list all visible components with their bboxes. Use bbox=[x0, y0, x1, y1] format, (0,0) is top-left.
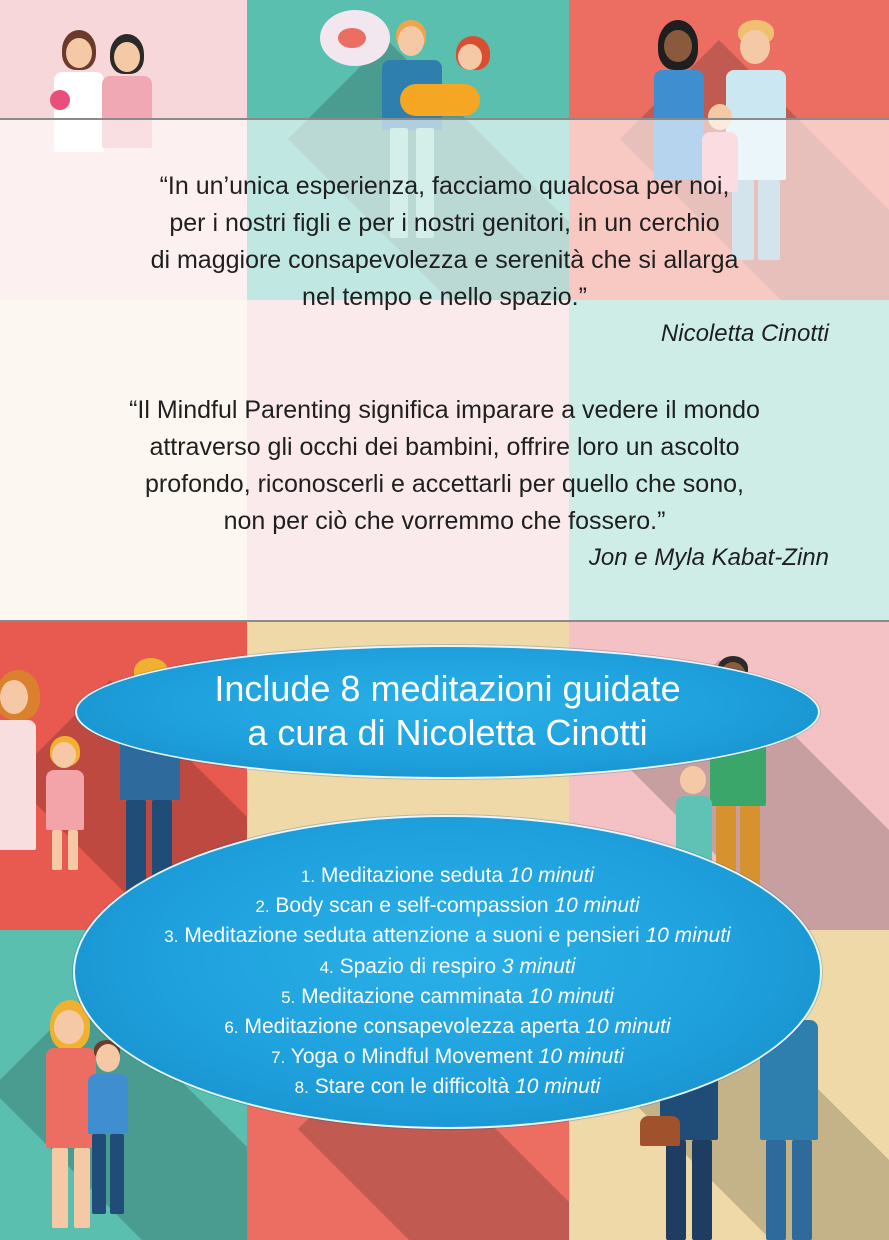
headline-ellipse bbox=[75, 645, 820, 779]
meditation-list bbox=[75, 861, 820, 1103]
meditation-item: 6. Meditazione consapevolezza aperta 10 minuti bbox=[224, 1015, 671, 1039]
meditations-ellipse bbox=[73, 815, 822, 1129]
quote-line: di maggiore consapevolezza e serenità che si allarga bbox=[150, 246, 739, 274]
meditation-item: 7. Yoga o Mindful Movement 10 minuti bbox=[271, 1045, 624, 1069]
headline-line: a cura di Nicoletta Cinotti bbox=[247, 712, 648, 753]
headline-line: Include 8 meditazioni guidate bbox=[214, 668, 681, 709]
quote-kabat-zinn bbox=[0, 392, 889, 540]
quote-line: profondo, riconoscerli e accettarli per quello che sono, bbox=[145, 470, 744, 498]
quote-line: attraverso gli occhi dei bambini, offrire loro un ascolto bbox=[149, 433, 740, 461]
quote-author: Nicoletta Cinotti bbox=[660, 320, 829, 347]
quote-author: Jon e Myla Kabat-Zinn bbox=[588, 544, 829, 571]
quote-line: “Il Mindful Parenting significa imparare a vedere il mondo bbox=[129, 396, 760, 424]
meditation-item: 4. Spazio di respiro 3 minuti bbox=[319, 954, 576, 978]
quote-line: “In un’unica esperienza, facciamo qualcosa per noi, bbox=[159, 172, 730, 200]
meditation-item: 3. Meditazione seduta attenzione a suoni e pensieri 10 minuti bbox=[164, 924, 731, 948]
quotes-panel bbox=[0, 118, 889, 622]
quote-line: non per ciò che vorremmo che fossero.” bbox=[223, 507, 666, 535]
quote-line: per i nostri figli e per i nostri genitori, in un cerchio bbox=[169, 209, 720, 237]
meditation-item: 5. Meditazione camminata 10 minuti bbox=[281, 984, 614, 1008]
quote-cinotti bbox=[0, 168, 889, 316]
headline bbox=[77, 667, 818, 755]
meditation-item: 8. Stare con le difficoltà 10 minuti bbox=[294, 1075, 601, 1099]
quote-line: nel tempo e nello spazio.” bbox=[302, 283, 587, 311]
meditation-item: 2. Body scan e self-compassion 10 minuti bbox=[255, 894, 640, 918]
meditation-item: 1. Meditazione seduta 10 minuti bbox=[300, 864, 595, 887]
